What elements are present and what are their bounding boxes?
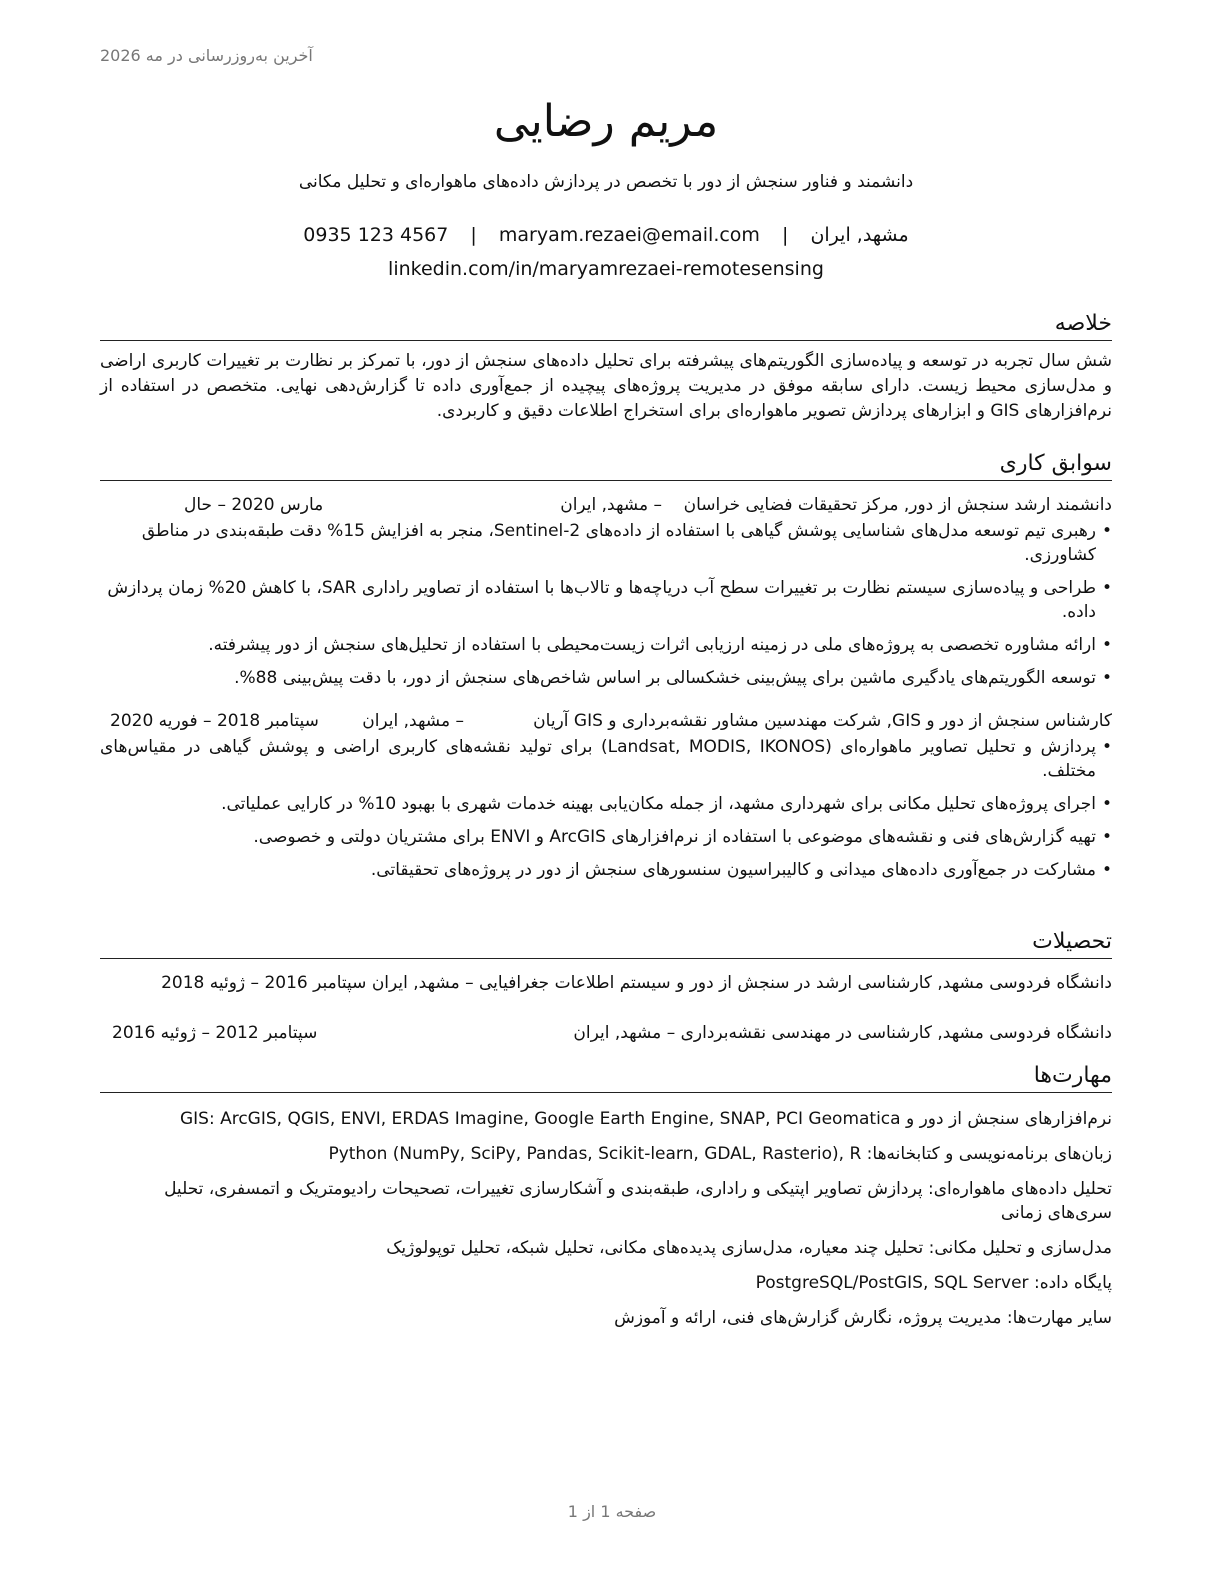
job-bullets <box>100 519 1112 690</box>
list-item: • تهیه گزارش‌های فنی و نقشه‌های موضوعی با استفاده از نرم‌افزارهای ArcGIS و ENVI برای مشتریان دولتی و خصوصی. <box>100 825 1112 849</box>
skills-title: مهارت‌ها <box>100 1062 1112 1093</box>
job-role: کارشناس سنجش از دور و GIS, شرکت مهندسین مشاور نقشه‌برداری و GIS آریان <box>533 711 1112 731</box>
separator: | <box>470 224 477 246</box>
job-role: دانشمند ارشد سنجش از دور, مرکز تحقیقات فضایی خراسان <box>683 495 1112 515</box>
phone-number: 0935 123 4567 <box>303 224 449 246</box>
skill-item: مدل‌سازی و تحلیل مکانی: تحلیل چند معیاره، مدل‌سازی پدیده‌های مکانی، تحلیل شبکه، تحلیل توپولوژیک <box>386 1238 1112 1258</box>
education-dates: سپتامبر 2012 – ژوئیه 2016 <box>112 1023 318 1043</box>
job-location: – مشهد, ایران <box>560 495 662 515</box>
education-title: تحصیلات <box>100 928 1112 959</box>
list-item: • پردازش و تحلیل تصاویر ماهواره‌ای (Landsat, MODIS, IKONOS) برای تولید نقشه‌های کاربری اراضی و پوشش گیاهی در مقیاس‌های مختلف. <box>100 735 1112 783</box>
list-item: • توسعه الگوریتم‌های یادگیری ماشین برای پیش‌بینی خشکسالی بر اساس شاخص‌های سنجش از دور، با دقت پیش‌بینی 88%. <box>100 666 1112 690</box>
skills-section <box>100 1062 1112 1341</box>
job-header <box>100 493 1112 519</box>
person-name: مریم رضایی <box>493 96 719 147</box>
experience-title: سوابق کاری <box>100 450 1112 481</box>
page-indicator: صفحه 1 از 1 <box>567 1502 657 1521</box>
job-dates: سپتامبر 2018 – فوریه 2020 <box>110 711 319 731</box>
skill-item: تحلیل داده‌های ماهواره‌ای: پردازش تصاویر اپتیکی و راداری، طبقه‌بندی و آشکارسازی تغییرات، تصحیحات رادیومتریک و اتمسفری، تحلیل سری‌های زمانی <box>164 1179 1112 1223</box>
job-location: – مشهد, ایران <box>362 711 464 731</box>
skills-list <box>100 1107 1112 1330</box>
skill-item: پایگاه داده: PostgreSQL/PostGIS, SQL Server <box>755 1273 1112 1293</box>
job-entry <box>100 493 1112 690</box>
education-item: دانشگاه فردوسی مشهد, کارشناسی ارشد در سنجش از دور و سیستم اطلاعات جغرافیایی – مشهد, ایران سپتامبر 2016 – ژوئیه 2018 <box>161 973 1112 993</box>
education-item <box>100 1021 1112 1047</box>
list-item: • رهبری تیم توسعه مدل‌های شناسایی پوشش گیاهی با استفاده از داده‌های Sentinel-2، منجر به افزایش 15% دقت طبقه‌بندی در مناطق کشاورزی. <box>100 519 1112 567</box>
experience-section <box>100 450 1112 891</box>
skill-item: نرم‌افزارهای سنجش از دور و GIS: ArcGIS, QGIS, ENVI, ERDAS Imagine, Google Earth Engine, SNAP, PCI Geomatica <box>179 1109 1112 1129</box>
separator: | <box>782 224 789 246</box>
summary-text: شش سال تجربه در توسعه و پیاده‌سازی الگوریتم‌های پیشرفته برای تحلیل داده‌های سنجش از دور، با تمرکز بر نظارت بر تغییرات کاربری اراضی و مدل‌سازی محیط زیست. دارای سابقه موفق در مدیریت پروژه‌های پیچیده از جمع‌آوری داده تا گزارش‌دهی نهایی. متخصص در استفاده از نرم‌افزارهای GIS و ابزارهای پردازش تصویر ماهواره‌ای برای استخراج اطلاعات دقیق و کاربردی. <box>100 351 1112 421</box>
email-link[interactable]: maryam.rezaei@email.com <box>498 224 760 246</box>
location: مشهد, ایران <box>810 224 909 246</box>
education-section <box>100 928 1112 1047</box>
list-item: • ارائه مشاوره تخصصی به پروژه‌های ملی در زمینه ارزیابی اثرات زیست‌محیطی با استفاده از تحلیل‌های سنجش از دور پیشرفته. <box>100 633 1112 657</box>
summary-section <box>100 310 1112 424</box>
skill-item: سایر مهارت‌ها: مدیریت پروژه، نگارش گزارش‌های فنی، ارائه و آموزش <box>614 1308 1112 1328</box>
job-entry <box>100 709 1112 882</box>
job-header <box>100 709 1112 735</box>
summary-title: خلاصه <box>100 310 1112 341</box>
job-bullets <box>100 735 1112 882</box>
contact-line <box>100 224 1112 246</box>
tagline: دانشمند و فناور سنجش از دور با تخصص در پردازش داده‌های ماهواره‌ای و تحلیل مکانی <box>298 172 914 192</box>
job-dates: مارس 2020 – حال <box>184 495 324 515</box>
last-updated: آخرین به‌روزرسانی در مه 2026 <box>100 46 313 65</box>
skill-item: زبان‌های برنامه‌نویسی و کتابخانه‌ها: Python (NumPy, SciPy, Pandas, Scikit-learn, GDAL, Rasterio), R <box>328 1144 1112 1164</box>
list-item: • اجرای پروژه‌های تحلیل مکانی برای شهرداری مشهد، از جمله مکان‌یابی بهینه خدمات شهری با بهبود 10% در کارایی عملیاتی. <box>100 792 1112 816</box>
list-item: • مشارکت در جمع‌آوری داده‌های میدانی و کالیبراسیون سنسورهای سنجش از دور در پروژه‌های تحقیقاتی. <box>100 858 1112 882</box>
education-degree: دانشگاه فردوسی مشهد, کارشناسی در مهندسی نقشه‌برداری – مشهد, ایران <box>573 1023 1112 1043</box>
linkedin-link[interactable]: linkedin.com/in/maryamrezaei-remotesensing <box>388 258 824 280</box>
list-item: • طراحی و پیاده‌سازی سیستم نظارت بر تغییرات سطح آب دریاچه‌ها و تالاب‌ها با استفاده از تصاویر راداری SAR، با کاهش 20% زمان پردازش داده. <box>100 576 1112 624</box>
